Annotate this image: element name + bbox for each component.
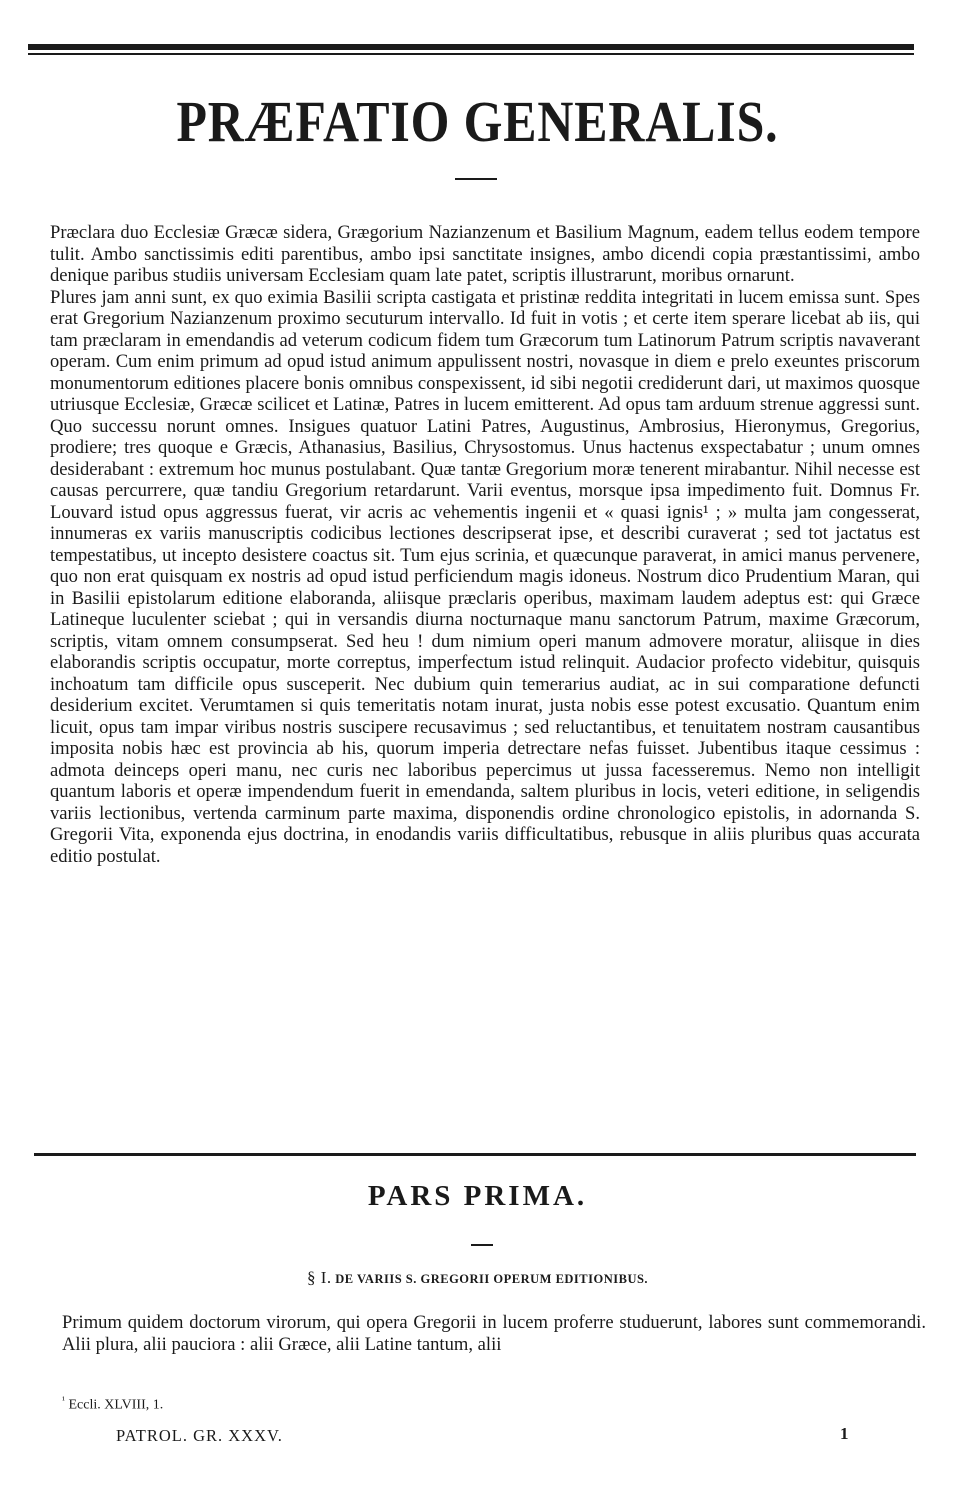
section-subheading: [0, 1268, 955, 1288]
section-title: PARS PRIMA.: [367, 1180, 588, 1212]
preface-paragraph-2: Plures jam anni sunt, ex quo eximia Basilii scripta castigata et pristinæ reddita integritati in lucem emissa sunt. Spes erat Gregorium Nazianzenum proximo secuturum intervallo. Id fuit in votis ; et certe item sperare licebat ab iis, qui tam præclaram in emendandis ad veterum codicum fidem tum Græcorum tum Latinorum Patrum scriptis navaverant operam. Cum enim primum ad opud istud animum appulissent nostri, novasque in diem e prelo exeuntes priscorum monumentorum editiones placere bonis omnibus conspexissent, id sibi negotii crediderunt dari, ut maximos quosque utriusque Ecclesiæ, Græcæ scilicet et Latinæ, Patres in lucem emitterent. Ad opus tam arduum strenue aggressi sunt. Quo successu norunt omnes. Insigues quatuor Latini Patres, Augustinus, Ambrosius, Hieronymus, Gregorius, prodiere; tres quoque e Græcis, Athanasius, Basilius, Chrysostomus. Unus hactenus exspectabatur ; unum omnes desiderabant : extremum hoc munus postulabant. Quæ tantæ Gregorium moræ tenerent mirabantur. Nihil necesse est causas percurrere, quæ tandiu Gregorium retardarunt. Varii eventus, morsque ipsa impedimento fuit. Domnus Fr. Louvard istud opus aggressus fuerat, vir acris ac vehementis ingenii et « quasi ignis¹ ; » multa jam congesserat, innumeras ex variis manuscriptis codicibus lectiones descripserat ipse, et describi curaverat ; sed tot jactatus est tempestatibus, ut incepto desistere coactus sit. Tum ejus scrinia, et quæcunque paraverat, in amici manus pervenere, quo non erat quisquam ex nostris ad opud istud perficiendum magis idoneus. Nostrum dico Prudentium Maran, qui in Basilii epistolarum editione elaboranda, aliisque præclaris operibus, maximam laudem adeptus est: qui Græce Latineque luculenter sciebat ; qui in versandis diurna nocturnaque manu sanctorum Patrum, maxime Græcorum, scriptis, vitam omnem consumpserat. Sed heu ! dum nimium operi manum admovere moratur, aliisque in dies elaborandis scriptis occupatur, morte correptus, imperfectum istud relinquit. Audacior profecto videbitur, quisquis inchoatum tam difficile opus susceperit. Nec dubium quin temerarius audiat, ac in sui comparatione defuncti desiderium excitet. Verumtamen si quis temeritatis notam inurat, justa nobis esse potest excusatio. Quantum enim licuit, opus tam impar viribus nostris suscipere recusavimus ; sed reluctantibus, et tenuitatem nostram causantibus imposita nobis hæc est provincia ab his, quorum imperia detrectare nefas fuisset. Jubentibus itaque cessimus : admota deinceps operi manu, nec curis nec laboribus pepercimus ut jussa facesseremus. Nemo non intelligit quantum laboris et operæ impendendum fuerit in emendanda, saltem pluribus in locis, veteri editione, in seligendis variis lectionibus, vertenda carminum parte maxima, disponendis ordine chronologico epistolis, in adornanda S. Gregorii Vita, exponenda ejus doctrina, in enodandis variis difficultatibus, rebusque in aliis pluribus quas accurata editio postulat.: [50, 286, 920, 867]
page-number: 1: [840, 1424, 849, 1443]
top-rule-thick: [28, 44, 914, 50]
preface-paragraph-1: Præclara duo Ecclesiæ Græcæ sidera, Grægorium Nazianzenum et Basilium Magnum, eadem tellus eodem tempore tulit. Ambo sanctissimis editi parentibus, ambo ipsi sanctitate insignes, ambo dicendi copia præstantissimi, ambo denique paribus studiis universam Ecclesiam quam late patet, scriptis illustrarunt, moribus ornarunt.: [50, 222, 920, 286]
footnote-marker: ¹: [62, 1395, 65, 1406]
footnote: [62, 1395, 163, 1414]
title-divider: [455, 178, 497, 180]
footer-signature: PATROL. GR. XXXV.: [116, 1426, 283, 1445]
section-divider: [471, 1244, 493, 1246]
section-paragraph: Primum quidem doctorum virorum, qui opera Gregorii in lucem proferre studuerunt, labores sunt commemorandi. Alii plura, alii pauciora : alii Græce, alii Latine tantum, alii: [62, 1312, 926, 1355]
preface-body: [50, 222, 920, 867]
section-subheading-text: DE VARIIS S. GREGORII OPERUM EDITIONIBUS.: [335, 1272, 649, 1286]
footnote-text: Eccli. XLVIII, 1.: [68, 1397, 164, 1413]
top-rule-thin: [28, 53, 914, 55]
section-sign: § I.: [306, 1268, 332, 1287]
page-title: PRÆFATIO GENERALIS.: [176, 89, 779, 154]
section-rule: [34, 1153, 916, 1156]
